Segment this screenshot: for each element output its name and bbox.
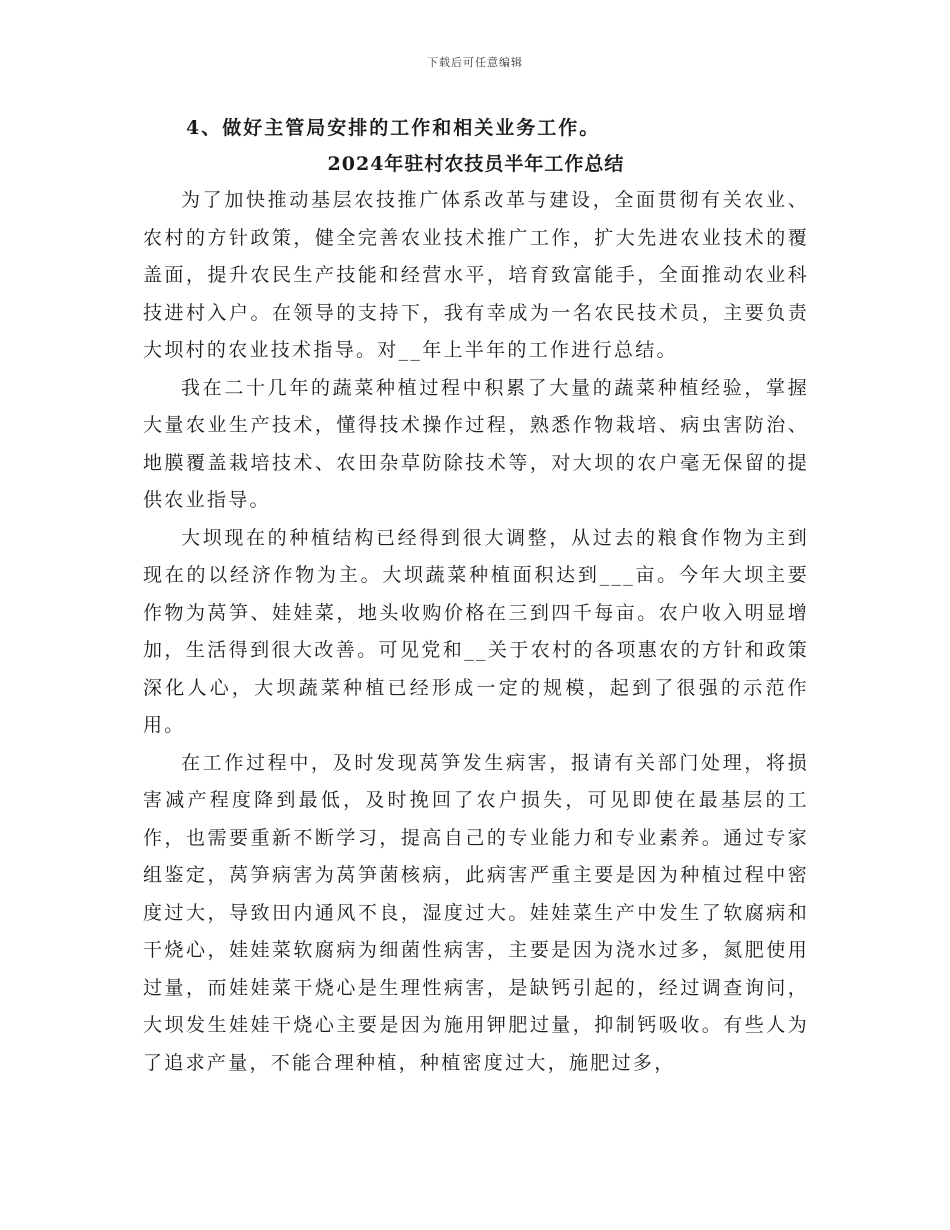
paragraph-3: 大坝现在的种植结构已经得到很大调整，从过去的粮食作物为主到现在的以经济作物为主。大坝蔬菜种植面积达到___亩。今年大坝主要作物为莴笋、娃娃菜，地头收购价格在三到四千每亩。农户收入明显增加，生活得到很大改善。可见党和__关于农村的各项惠农的方针和政策深化人心，大坝蔬菜种植已经形成一定的规模，起到了很强的示范作用。	[143, 526, 809, 736]
paragraph-2: 我在二十几年的蔬菜种植过程中积累了大量的蔬菜种植经验，掌握大量农业生产技术，懂得技术操作过程，熟悉作物栽培、病虫害防治、地膜覆盖栽培技术、农田杂草防除技术等，对大坝的农户毫无保留的提供农业指导。	[143, 376, 809, 511]
page-header-note: 下载后可任意编辑	[427, 56, 523, 69]
paragraph-4: 在工作过程中，及时发现莴笋发生病害，报请有关部门处理，将损害减产程度降到最低，及时挽回了农户损失，可见即使在最基层的工作，也需要重新不断学习，提高自己的专业能力和专业素养。通过专家组鉴定，莴笋病害为莴笋菌核病，此病害严重主要是因为种植过程中密度过大，导致田内通风不良，湿度过大。娃娃菜生产中发生了软腐病和干烧心，娃娃菜软腐病为细菌性病害，主要是因为浇水过多，氮肥使用过量，而娃娃菜干烧心是生理性病害，是缺钙引起的，经过调查询问，大坝发生娃娃干烧心主要是因为施用钾肥过量，抑制钙吸收。有些人为了追求产量，不能合理种植，种植密度过大，施肥过多，	[143, 751, 809, 1074]
item-heading: 4、做好主管局安排的工作和相关业务工作。	[186, 117, 601, 139]
paragraph-1: 为了加快推动基层农技推广体系改革与建设，全面贯彻有关农业、农村的方针政策，健全完善农业技术推广工作，扩大先进农业技术的覆盖面，提升农民生产技能和经营水平，培育致富能手，全面推动农业科技进村入户。在领导的支持下，我有幸成为一名农民技术员，主要负责大坝村的农业技术指导。对__年上半年的工作进行总结。	[143, 189, 809, 361]
document-title: 2024年驻村农技员半年工作总结	[327, 153, 625, 175]
document-body	[143, 110, 809, 1082]
